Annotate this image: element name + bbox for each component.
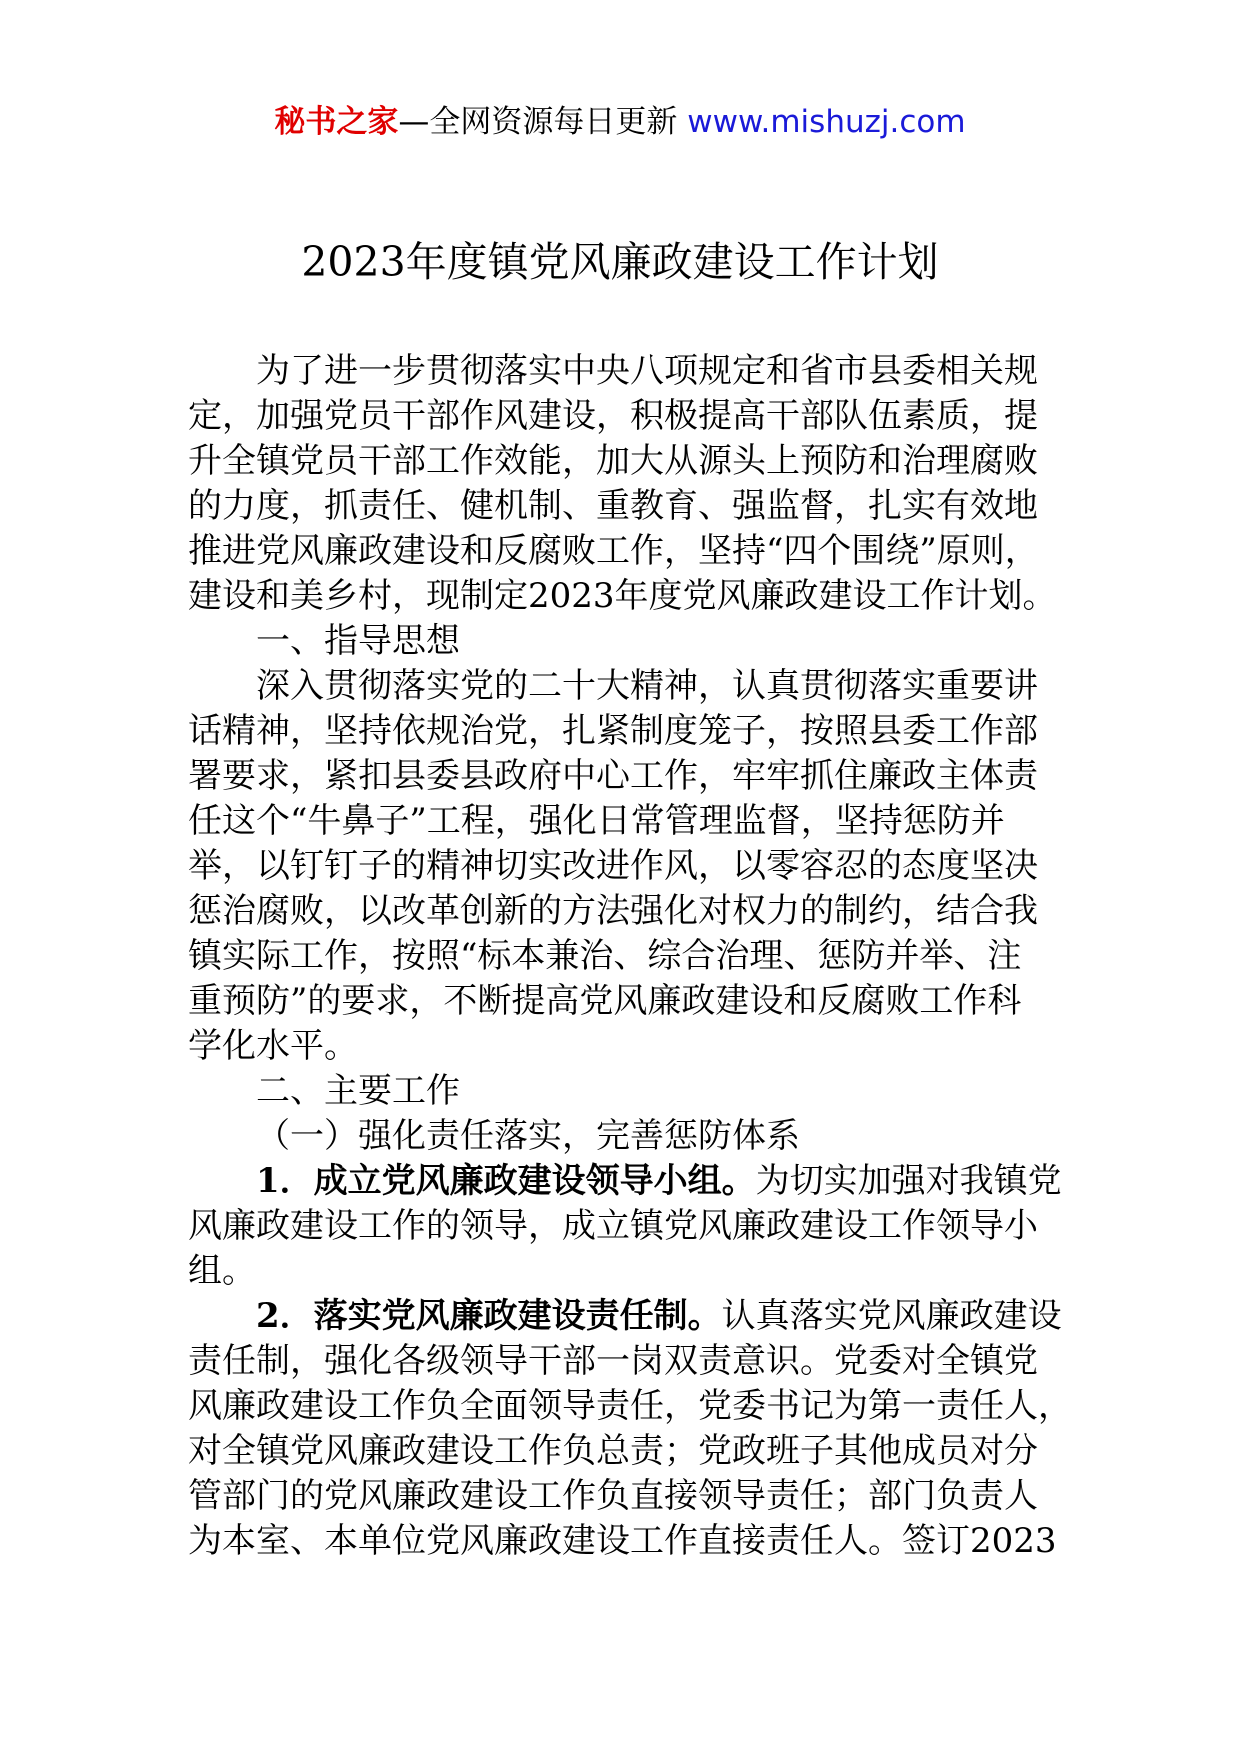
banner-brand: 秘书之家	[274, 104, 399, 140]
body-line: 话精神，坚持依规治党，扎紧制度笼子，按照县委工作部	[188, 711, 1038, 751]
body-line: 为本室、本单位党风廉政建设工作直接责任人。签订2023	[188, 1521, 1057, 1561]
section-heading: 二、主要工作	[256, 1071, 460, 1111]
body-line: 建设和美乡村，现制定2023年度党风廉政建设工作计划。	[188, 576, 1057, 616]
body-line: 定，加强党员干部作风建设，积极提高干部队伍素质，提	[188, 396, 1038, 436]
body-line: 重预防”的要求，不断提高党风廉政建设和反腐败工作科	[188, 981, 1022, 1021]
body-line: 学化水平。	[188, 1026, 358, 1066]
body-line: 为了进一步贯彻落实中央八项规定和省市县委相关规	[256, 351, 1038, 391]
body-line: 深入贯彻落实党的二十大精神，认真贯彻落实重要讲	[256, 666, 1038, 706]
banner-slogan: —全网资源每日更新	[398, 104, 678, 140]
body-line: 举，以钉钉子的精神切实改进作风，以零容忍的态度坚决	[188, 846, 1038, 886]
body-line: 风廉政建设工作负全面领导责任，党委书记为第一责任人，	[188, 1386, 1072, 1426]
body-line: 管部门的党风廉政建设工作负直接领导责任；部门负责人	[188, 1476, 1038, 1516]
body-line: 1．成立党风廉政建设领导小组。为切实加强对我镇党	[256, 1161, 1062, 1201]
subsection-heading: （一）强化责任落实，完善惩防体系	[256, 1116, 800, 1156]
document-title: 2023年度镇党风廉政建设工作计划	[301, 238, 939, 286]
body-line: 惩治腐败，以改革创新的方法强化对权力的制约，结合我	[188, 891, 1038, 931]
body-line: 风廉政建设工作的领导，成立镇党风廉政建设工作领导小	[188, 1206, 1038, 1246]
body-line: 责任制，强化各级领导干部一岗双责意识。党委对全镇党	[188, 1341, 1038, 1381]
body-line: 组。	[188, 1251, 256, 1291]
body-line: 任这个“牛鼻子”工程，强化日常管理监督，坚持惩防并	[188, 801, 1005, 841]
body-line: 对全镇党风廉政建设工作负总责；党政班子其他成员对分	[188, 1431, 1038, 1471]
document-body	[188, 349, 1072, 1564]
section-heading: 一、指导思想	[256, 621, 460, 661]
body-line: 2．落实党风廉政建设责任制。认真落实党风廉政建设	[256, 1296, 1062, 1336]
body-line: 署要求，紧扣县委县政府中心工作，牢牢抓住廉政主体责	[188, 756, 1038, 796]
site-banner	[0, 100, 1240, 144]
body-line: 的力度，抓责任、健机制、重教育、强监督，扎实有效地	[188, 486, 1038, 526]
banner-url-link[interactable]: www.mishuzj.com	[687, 104, 966, 140]
item-heading: 2．落实党风廉政建设责任制。	[256, 1296, 722, 1336]
body-line: 升全镇党员干部工作效能，加大从源头上预防和治理腐败	[188, 441, 1038, 481]
body-line: 镇实际工作，按照“标本兼治、综合治理、惩防并举、注	[188, 936, 1022, 976]
body-line: 推进党风廉政建设和反腐败工作，坚持“四个围绕”原则，	[188, 531, 1039, 571]
item-heading: 1．成立党风廉政建设领导小组。	[256, 1161, 756, 1201]
